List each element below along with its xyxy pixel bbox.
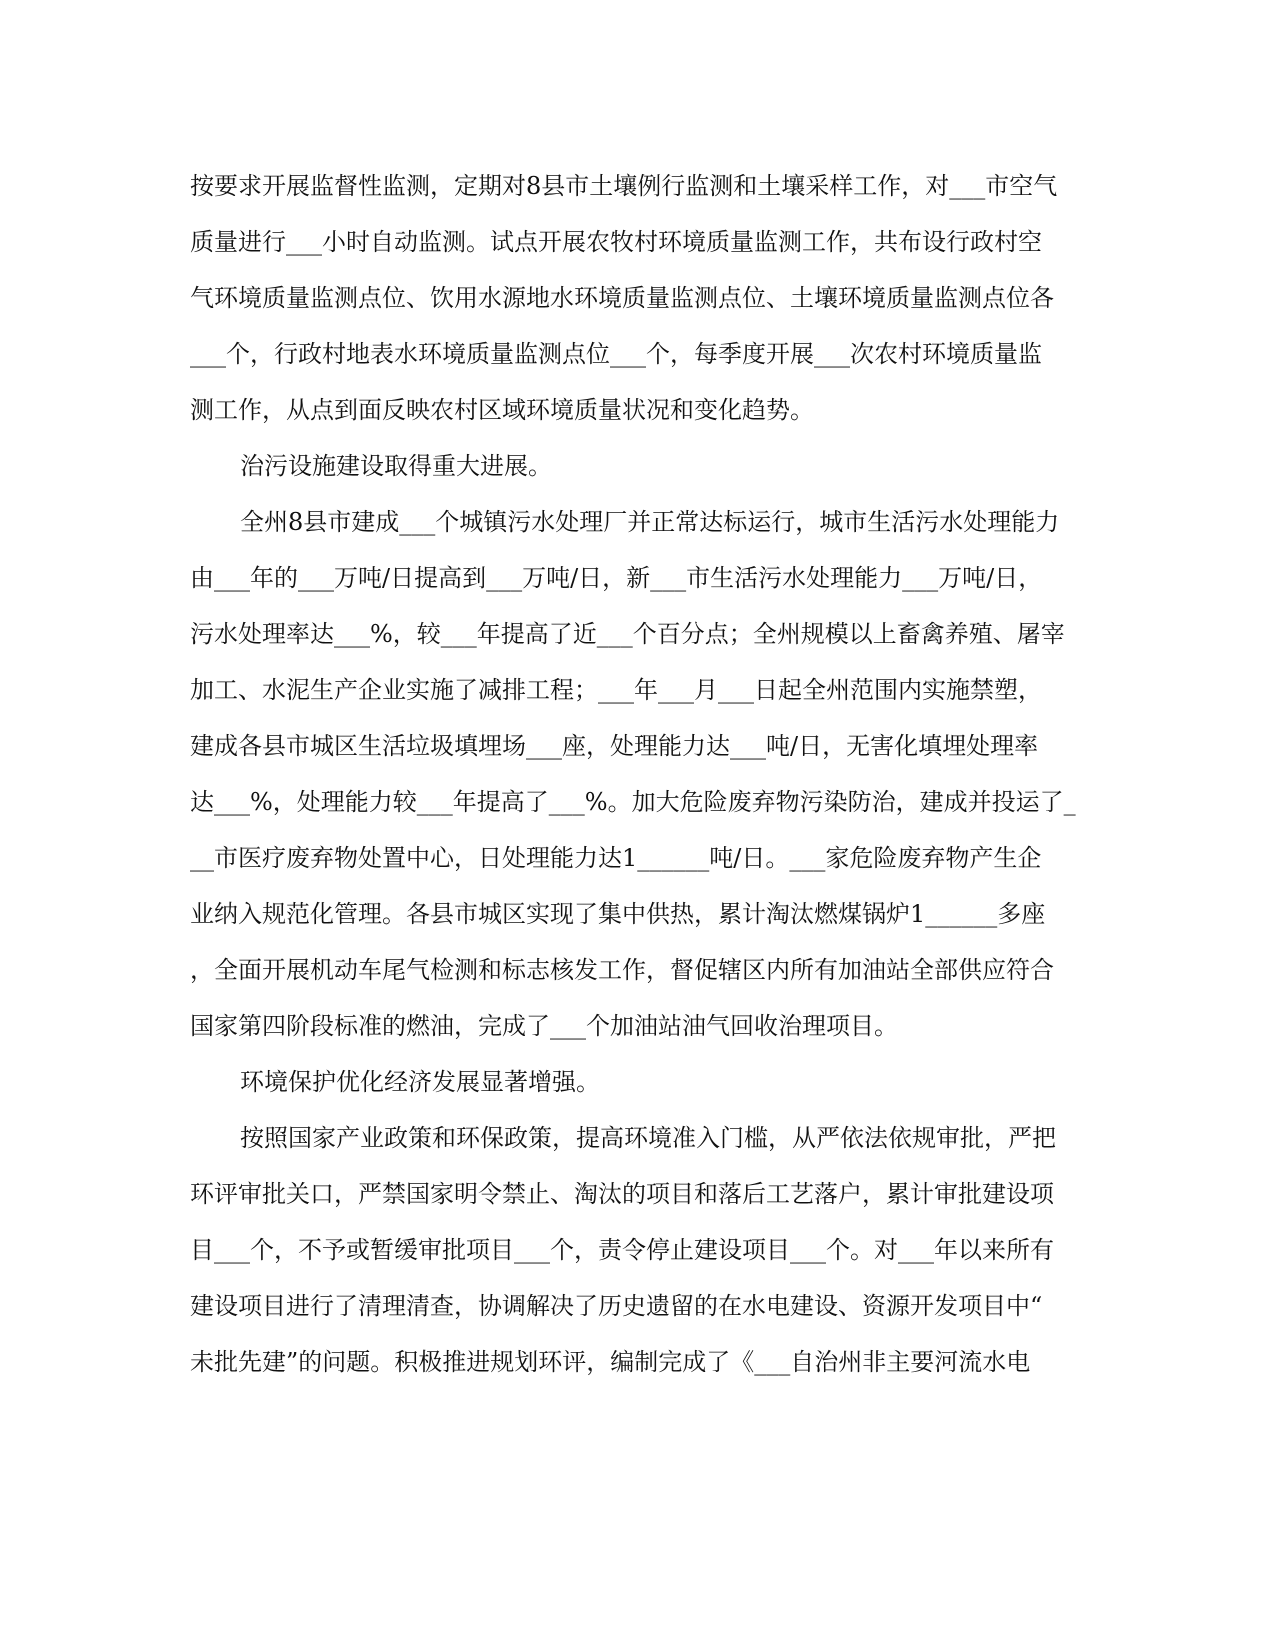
text-line-5: 测工作，从点到面反映农村区域环境质量状况和变化趋势。: [190, 396, 814, 424]
text-line-18: 按照国家产业政策和环保政策，提高环境准入门槛，从严依法依规审批，严把: [240, 1124, 1056, 1152]
text-line-22: 未批先建”的问题。积极推进规划环评，编制完成了《___自治州非主要河流水电: [190, 1348, 1031, 1376]
text-line-15: ，全面开展机动车尾气检测和标志核发工作，督促辖区内所有加油站全部供应符合: [190, 956, 1054, 984]
section-heading-environmental-protection: 环境保护优化经济发展显著增强。: [240, 1068, 600, 1096]
text-line-7: 全州8县市建成___个城镇污水处理厂并正常达标运行，城市生活污水处理能力: [240, 508, 1060, 536]
text-line-21: 建设项目进行了清理清查，协调解决了历史遗留的在水电建设、资源开发项目中“: [190, 1292, 1043, 1320]
text-line-19: 环评审批关口，严禁国家明令禁止、淘汰的项目和落后工艺落户，累计审批建设项: [190, 1180, 1054, 1208]
text-line-14: 业纳入规范化管理。各县市城区实现了集中供热，累计淘汰燃煤锅炉1______多座: [190, 900, 1046, 928]
text-line-2: 质量进行___小时自动监测。试点开展农牧村环境质量监测工作，共布设行政村空: [190, 228, 1042, 256]
text-line-16: 国家第四阶段标准的燃油，完成了___个加油站油气回收治理项目。: [190, 1012, 898, 1040]
text-line-8: 由___年的___万吨/日提高到___万吨/日，新___市生活污水处理能力___万吨/日，: [190, 564, 1043, 592]
text-line-11: 建成各县市城区生活垃圾填埋场___座，处理能力达___吨/日，无害化填埋处理率: [190, 732, 1039, 760]
text-line-3: 气环境质量监测点位、饮用水源地水环境质量监测点位、土壤环境质量监测点位各: [190, 284, 1054, 312]
text-line-13: __市医疗废弃物处置中心，日处理能力达1______吨/日。___家危险废弃物产生企: [190, 844, 1042, 872]
text-line-1: 按要求开展监督性监测，定期对8县市土壤例行监测和土壤采样工作，对___市空气: [190, 172, 1058, 200]
text-line-20: 目___个，不予或暂缓审批项目___个，责令停止建设项目___个。对___年以来所有: [190, 1236, 1054, 1264]
text-line-9: 污水处理率达___%，较___年提高了近___个百分点；全州规模以上畜禽养殖、屠宰: [190, 620, 1065, 648]
section-heading-pollution-control: 治污设施建设取得重大进展。: [240, 452, 552, 480]
text-line-10: 加工、水泥生产企业实施了减排工程；___年___月___日起全州范围内实施禁塑，: [190, 676, 1042, 704]
text-line-4: ___个，行政村地表水环境质量监测点位___个，每季度开展___次农村环境质量监: [190, 340, 1042, 368]
text-line-12: 达___%，处理能力较___年提高了___%。加大危险废弃物污染防治，建成并投运了_: [190, 788, 1076, 816]
